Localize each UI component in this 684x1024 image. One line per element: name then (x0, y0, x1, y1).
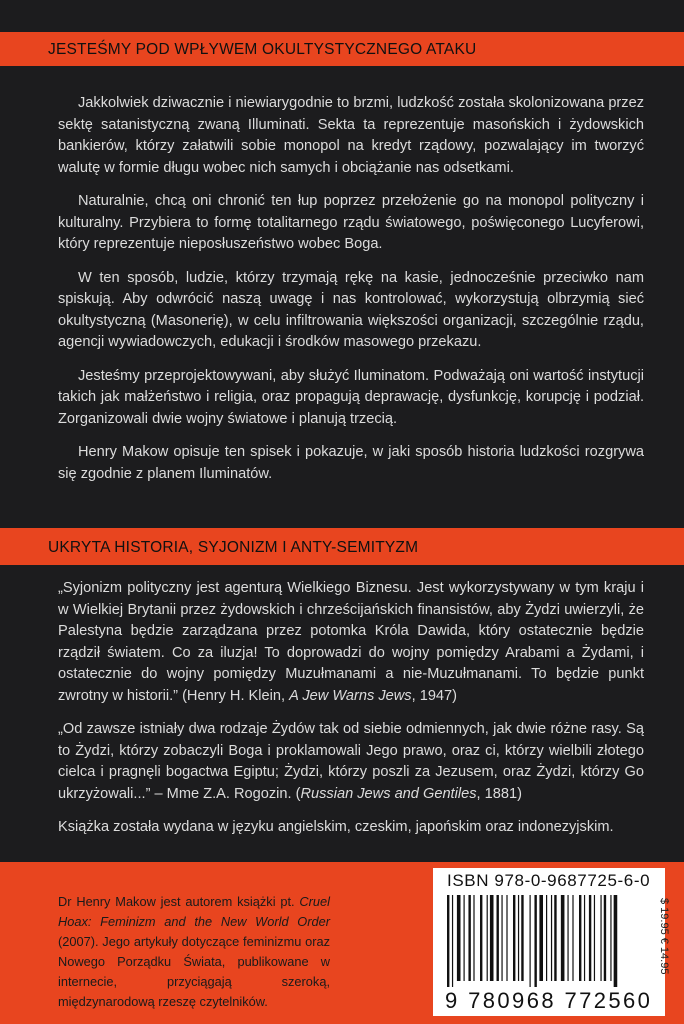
barcode-bar (546, 895, 547, 981)
quote-rogozin-text: „Od zawsze istniały dwa rodzaje Żydów tak od siebie odmiennych, jak dwie różne rasy. Są to Żydzi, którzy zobaczyli Boga i proklamowali Jego prawo, oraz ci, którzy wielbili złotego cielca i pragnęli bogactwa Egiptu; Żydzi, którzy poszli za Jezusem, oraz Żydzi, którzy Go ukrzyżowali...” – Mme Z.A. Rogozin. ( (58, 721, 644, 802)
barcode-bar (579, 895, 581, 981)
barcode-bar (447, 895, 449, 987)
quote-rogozin (58, 719, 644, 805)
barcode-bar (614, 895, 618, 987)
quote-klein-end: , 1947) (411, 687, 458, 704)
heading-occult-text: JESTEŚMY POD WPŁYWEM OKULTYSTYCZNEGO ATAKU (48, 41, 477, 58)
barcode-bar (513, 895, 515, 981)
paragraph-4: Jesteśmy przeprojektowywani, aby służyć Iluminatom. Podważają oni wartość instytucji takich jak małżeństwo i religia, oraz propagują deprawację, dysfunkcję, korupcję i podział. Zorganizowali dwie wojny światowe i planują trzecią. (58, 367, 644, 427)
author-bio (58, 892, 330, 1012)
barcode-bar (468, 895, 470, 981)
barcode-bar (594, 895, 595, 981)
bio-lead: Dr Henry Makow jest autorem książki pt. (58, 894, 300, 909)
quote-rogozin-source: Russian Jews and Gentiles (300, 785, 477, 802)
barcode-bars (445, 895, 655, 987)
barcode-bar (567, 895, 568, 981)
barcode-bar (490, 895, 494, 981)
section-heading-occult (0, 32, 684, 66)
barcode-bar (572, 895, 573, 981)
barcode-bar (473, 895, 474, 981)
barcode-bar (506, 895, 507, 981)
barcode-bar (600, 895, 601, 981)
barcode-bar (497, 895, 499, 981)
barcode-bar (589, 895, 591, 981)
barcode-bar (530, 895, 531, 987)
barcode-bar (554, 895, 556, 981)
quote-rogozin-end: , 1881) (476, 785, 522, 802)
quote-klein-source: A Jew Warns Jews (289, 687, 412, 704)
paragraph-2: Naturalnie, chcą oni chronić ten łup poprzez przełożenie go na monopol polityczny i kulturalny. Przybiera to formę totalitarnego rządu światowego, poświęconego Lucyferowi, który reprezentuje nieposłuszeństwo wobec Boga. (58, 193, 644, 252)
isbn-number: ISBN 978-0-9687725-6-0 (447, 871, 651, 890)
section-history-body (58, 578, 644, 851)
barcode-bar (551, 895, 552, 981)
paragraph-5: Henry Makow opisuje ten spisek i pokazuje, w jaki sposób historia ludzkości rozgrywa się zgodnie z planem Iluminatów. (58, 444, 644, 482)
price-label: $ 19.95 € 14.95 (658, 898, 670, 975)
barcode-bar (518, 895, 519, 981)
section-occult-body (58, 93, 644, 497)
isbn-barcode (433, 868, 665, 1016)
paragraph-1: Jakkolwiek dziwacznie i niewiarygodnie to brzmi, ludzkość została skolonizowana przez sektę satanistyczną zwaną Illuminati. Sekta ta reprezentuje masońskich i żydowskich bankierów, którzy załatwili sobie monopol na kredyt rządowy, pozwalający im tworzyć walutę w formie długu wobec nich samych i obciążanie nas odsetkami. (58, 95, 644, 176)
quote-klein (58, 578, 644, 707)
author-footer (0, 862, 684, 1024)
barcode-bar (604, 895, 606, 981)
heading-history-text: UKRYTA HISTORIA, SYJONIZM I ANTY-SEMITYZM (48, 539, 419, 556)
ean-number: 9 780968 772560 (445, 988, 653, 1013)
barcode-bar (501, 895, 502, 981)
barcode-bar (610, 895, 611, 981)
barcode-bar (539, 895, 543, 981)
barcode-bar (480, 895, 482, 981)
barcode-bar (464, 895, 465, 981)
barcode-bar (584, 895, 585, 981)
barcode-bar (452, 895, 453, 987)
barcode-bar (487, 895, 488, 981)
barcode-bar (457, 895, 461, 981)
bio-rest: (2007). Jego artykuły dotyczące feminizmu oraz Nowego Porządku Świata, publikowane w internecie, przyciągają szeroką, międzynarodową rzeszę czytelników. (58, 934, 330, 1009)
quote-klein-text: „Syjonizm polityczny jest agenturą Wielkiego Biznesu. Jest wykorzystywany w tym kraju i w Wielkiej Brytanii przez żydowskich i chrześcijańskich finansistów, aby Żydzi uwierzyli, że Palestyna będzie zarządzana przez potomka Króla Dawida, który ostatecznie będzie rządził światem. Co za iluzja! To doprowadzi do wojny pomiędzy Arabami a Żydami, i ostatecznie do wojny pomiędzy Muzułmanami a nie-Muzułmanami. To będzie punkt zwrotny w historii.” (Henry H. Klein, (58, 580, 644, 704)
bio-book-title: Cruel Hoax: Feminizm and the New World Order (58, 894, 330, 929)
barcode-bar (561, 895, 565, 981)
section-heading-history (0, 528, 684, 565)
paragraph-3: W ten sposób, ludzie, którzy trzymają rękę na kasie, jednocześnie przeciwko nam spiskują. Aby odwrócić naszą uwagę i nas kontrolować, wykorzystują olbrzymią sieć okultystyczną (Masonerię), w celu infiltrowania większości organizacji, szczególnie rządu, agencji wywiadowczych, edukacji i środków masowego przekazu. (58, 269, 644, 350)
barcode-bar (521, 895, 523, 981)
publication-note: Książka została wydana w języku angielskim, czeskim, japońskim oraz indonezyjskim. (58, 819, 614, 835)
barcode-bar (534, 895, 536, 987)
